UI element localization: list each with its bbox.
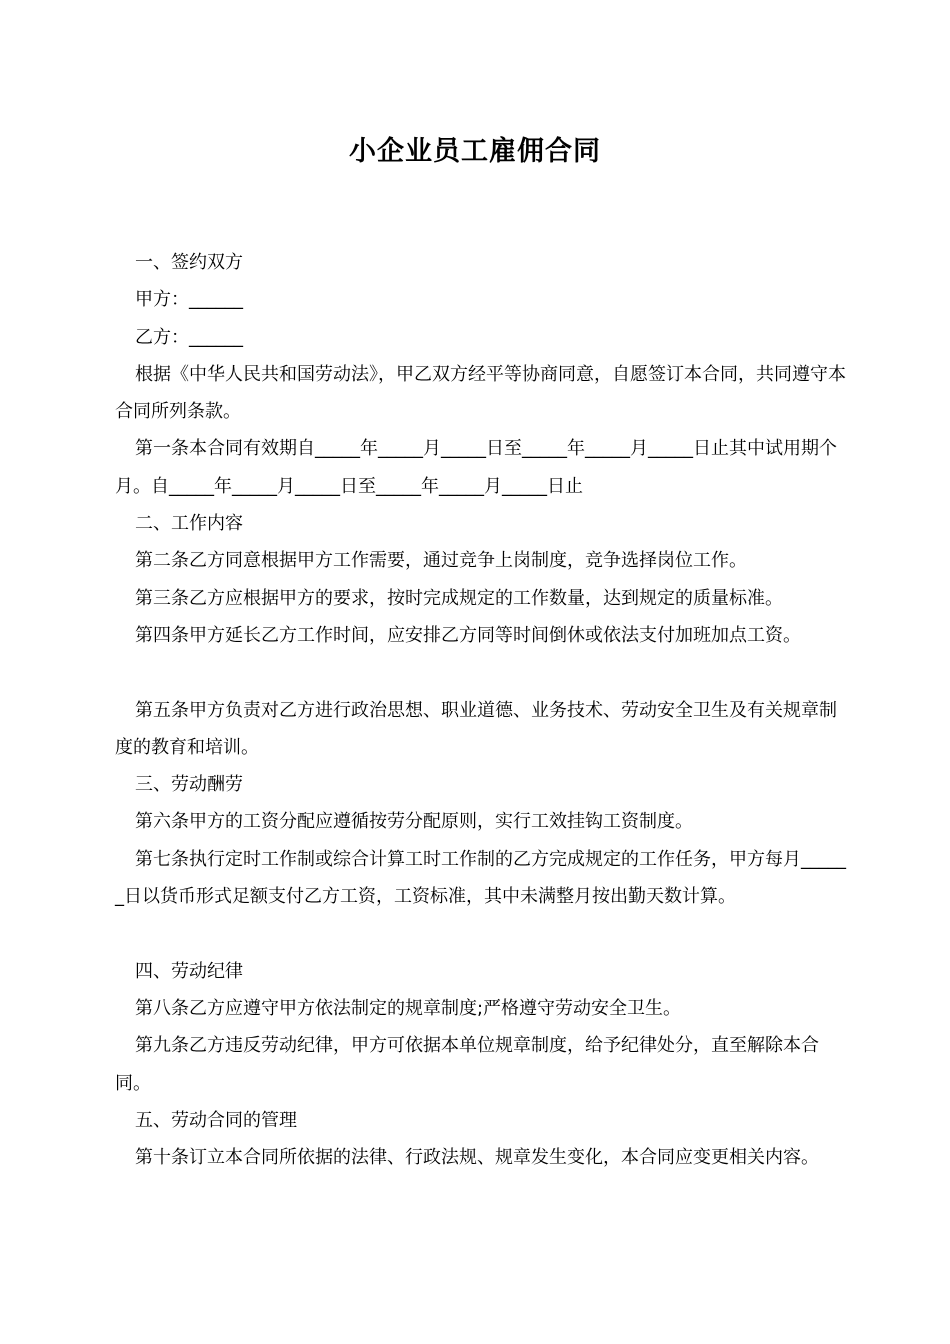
section-heading-discipline: 四、劳动纪律: [135, 960, 243, 982]
party-a-line: 甲方：______: [135, 289, 243, 311]
preamble-paragraph: 根据《中华人民共和国劳动法》，甲乙双方经平等协商同意，自愿签订本合同，共同遵守本合同所列条款。: [115, 363, 846, 423]
article-5-paragraph: 第五条甲方负责对乙方进行政治思想、职业道德、业务技术、劳动安全卫生及有关规章制度的教育和培训。: [115, 699, 837, 758]
article-4-paragraph: 第四条甲方延长乙方工作时间，应安排乙方同等时间倒休或依法支付加班加点工资。: [135, 624, 801, 646]
article-8-paragraph: 第八条乙方应遵守甲方依法制定的规章制度;严格遵守劳动安全卫生。: [135, 997, 682, 1019]
document-body: [115, 244, 850, 1176]
article-3-paragraph: 第三条乙方应根据甲方的要求，按时完成规定的工作数量，达到规定的质量标准。: [135, 587, 783, 609]
section-heading-management: 五、劳动合同的管理: [135, 1109, 297, 1131]
article-2-paragraph: 第二条乙方同意根据甲方工作需要，通过竞争上岗制度，竞争选择岗位工作。: [135, 550, 747, 572]
article-7-paragraph: 第七条执行定时工作制或综合计算工时工作制的乙方完成规定的工作任务，甲方每月______日以货币形式足额支付乙方工资，工资标准，其中未满整月按出勤天数计算。: [115, 848, 846, 908]
blank-line: [115, 654, 850, 691]
section-heading-parties: 一、签约双方: [135, 252, 243, 273]
document-title: 小企业员工雇佣合同: [349, 136, 601, 167]
article-1-paragraph: 第一条本合同有效期自_____年_____月_____日至_____年_____月_____日止其中试用期个月。自_____年_____月_____日至_____年_____月_____日止: [115, 438, 837, 497]
article-9-paragraph: 第九条乙方违反劳动纪律，甲方可依据本单位规章制度，给予纪律处分，直至解除本合同。: [115, 1035, 819, 1094]
article-10-paragraph: 第十条订立本合同所依据的法律、行政法规、规章发生变化，本合同应变更相关内容。: [135, 1147, 819, 1169]
section-heading-pay: 三、劳动酬劳: [135, 774, 243, 796]
party-b-line: 乙方：______: [135, 326, 243, 348]
article-6-paragraph: 第六条甲方的工资分配应遵循按劳分配原则，实行工效挂钩工资制度。: [135, 811, 693, 833]
blank-line: [115, 915, 850, 952]
section-heading-work: 二、工作内容: [135, 513, 243, 535]
